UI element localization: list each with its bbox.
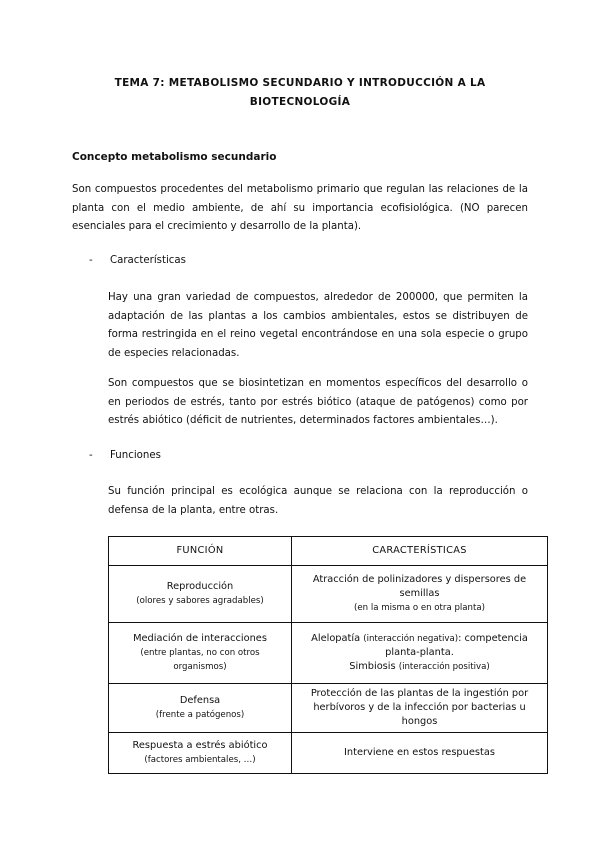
caracteristicas-tail: : competencia planta-planta.	[385, 633, 528, 658]
intro-paragraph: Son compuestos procedentes del metabolismo primario que regulan las relaciones de la planta con el medio ambiente, de ahí su importancia ecofisiológica. (NO parecen esenciales para el crecimiento y desarrollo de la planta).	[72, 184, 528, 233]
bullet-dash: -	[89, 255, 93, 266]
caracteristicas-note-2: (interacción positiva)	[398, 662, 490, 672]
caracteristicas-cell: Interviene en estos respuestas	[292, 733, 548, 774]
functions-table	[108, 536, 548, 774]
table-row	[109, 623, 548, 684]
bullet-caracteristicas	[89, 255, 186, 266]
caracteristicas-cell	[292, 623, 548, 684]
table-row	[109, 733, 548, 774]
document-title	[72, 74, 528, 112]
funcion-text: Defensa	[179, 695, 221, 706]
caracteristicas-text: Atracción de polinizadores y dispersores de semillas	[312, 574, 527, 599]
table-row	[109, 566, 548, 623]
funcion-cell	[109, 566, 292, 623]
caracteristicas-text: Alelopatía	[311, 633, 361, 644]
funcion-text: Reproducción	[166, 581, 234, 592]
bullet-funciones	[89, 450, 161, 461]
table-row	[109, 684, 548, 733]
table-header-row	[109, 537, 548, 566]
funcion-note: (olores y sabores agradables)	[136, 596, 264, 606]
funcion-text: Respuesta a estrés abiótico	[132, 740, 268, 751]
header-funcion: FUNCIÓN	[109, 537, 292, 566]
caracteristicas-paragraph-1: Hay una gran variedad de compuestos, alrededor de 200000, que permiten la adaptación de las plantas a los cambios ambientales, estos se distribuyen de forma restringida en el reino vegetal encontrándose en una sola especie o grupo de especies relacionadas.	[108, 292, 528, 359]
caracteristicas-note: (interacción negativa)	[363, 634, 459, 644]
funcion-cell	[109, 623, 292, 684]
header-caracteristicas: CARACTERÍSTICAS	[292, 537, 548, 566]
section-heading: Concepto metabolismo secundario	[72, 151, 277, 163]
funciones-paragraph: Su función principal es ecológica aunque se relaciona con la reproducción o defensa de la planta, entre otras.	[108, 486, 528, 516]
bullet-label: Funciones	[110, 450, 161, 461]
funcion-text: Mediación de interacciones	[133, 633, 267, 644]
caracteristicas-paragraph-2: Son compuestos que se biosintetizan en momentos específicos del desarrollo o en periodos de estrés, tanto por estrés biótico (ataque de patógenos) como por estrés abiótico (déficit de nutrientes, determinados factores ambientales…).	[108, 378, 528, 427]
title-line-1: TEMA 7: METABOLISMO SECUNDARIO Y INTRODUCCIÓN A LA	[114, 77, 486, 89]
funcion-note: (frente a patógenos)	[155, 710, 245, 720]
caracteristicas-text-2: Simbiosis	[349, 661, 396, 672]
caracteristicas-note: (en la misma o en otra planta)	[354, 603, 485, 613]
funcion-cell	[109, 684, 292, 733]
funcion-note: (factores ambientales, …)	[144, 755, 256, 765]
caracteristicas-cell	[292, 566, 548, 623]
bullet-label: Características	[110, 255, 186, 266]
bullet-dash: -	[89, 450, 93, 461]
title-line-2: BIOTECNOLOGÍA	[249, 96, 351, 108]
caracteristicas-cell: Protección de las plantas de la ingestión por herbívoros y de la infección por bacterias u hongos	[292, 684, 548, 733]
funcion-note: (entre plantas, no con otros organismos)	[140, 648, 260, 672]
funcion-cell	[109, 733, 292, 774]
